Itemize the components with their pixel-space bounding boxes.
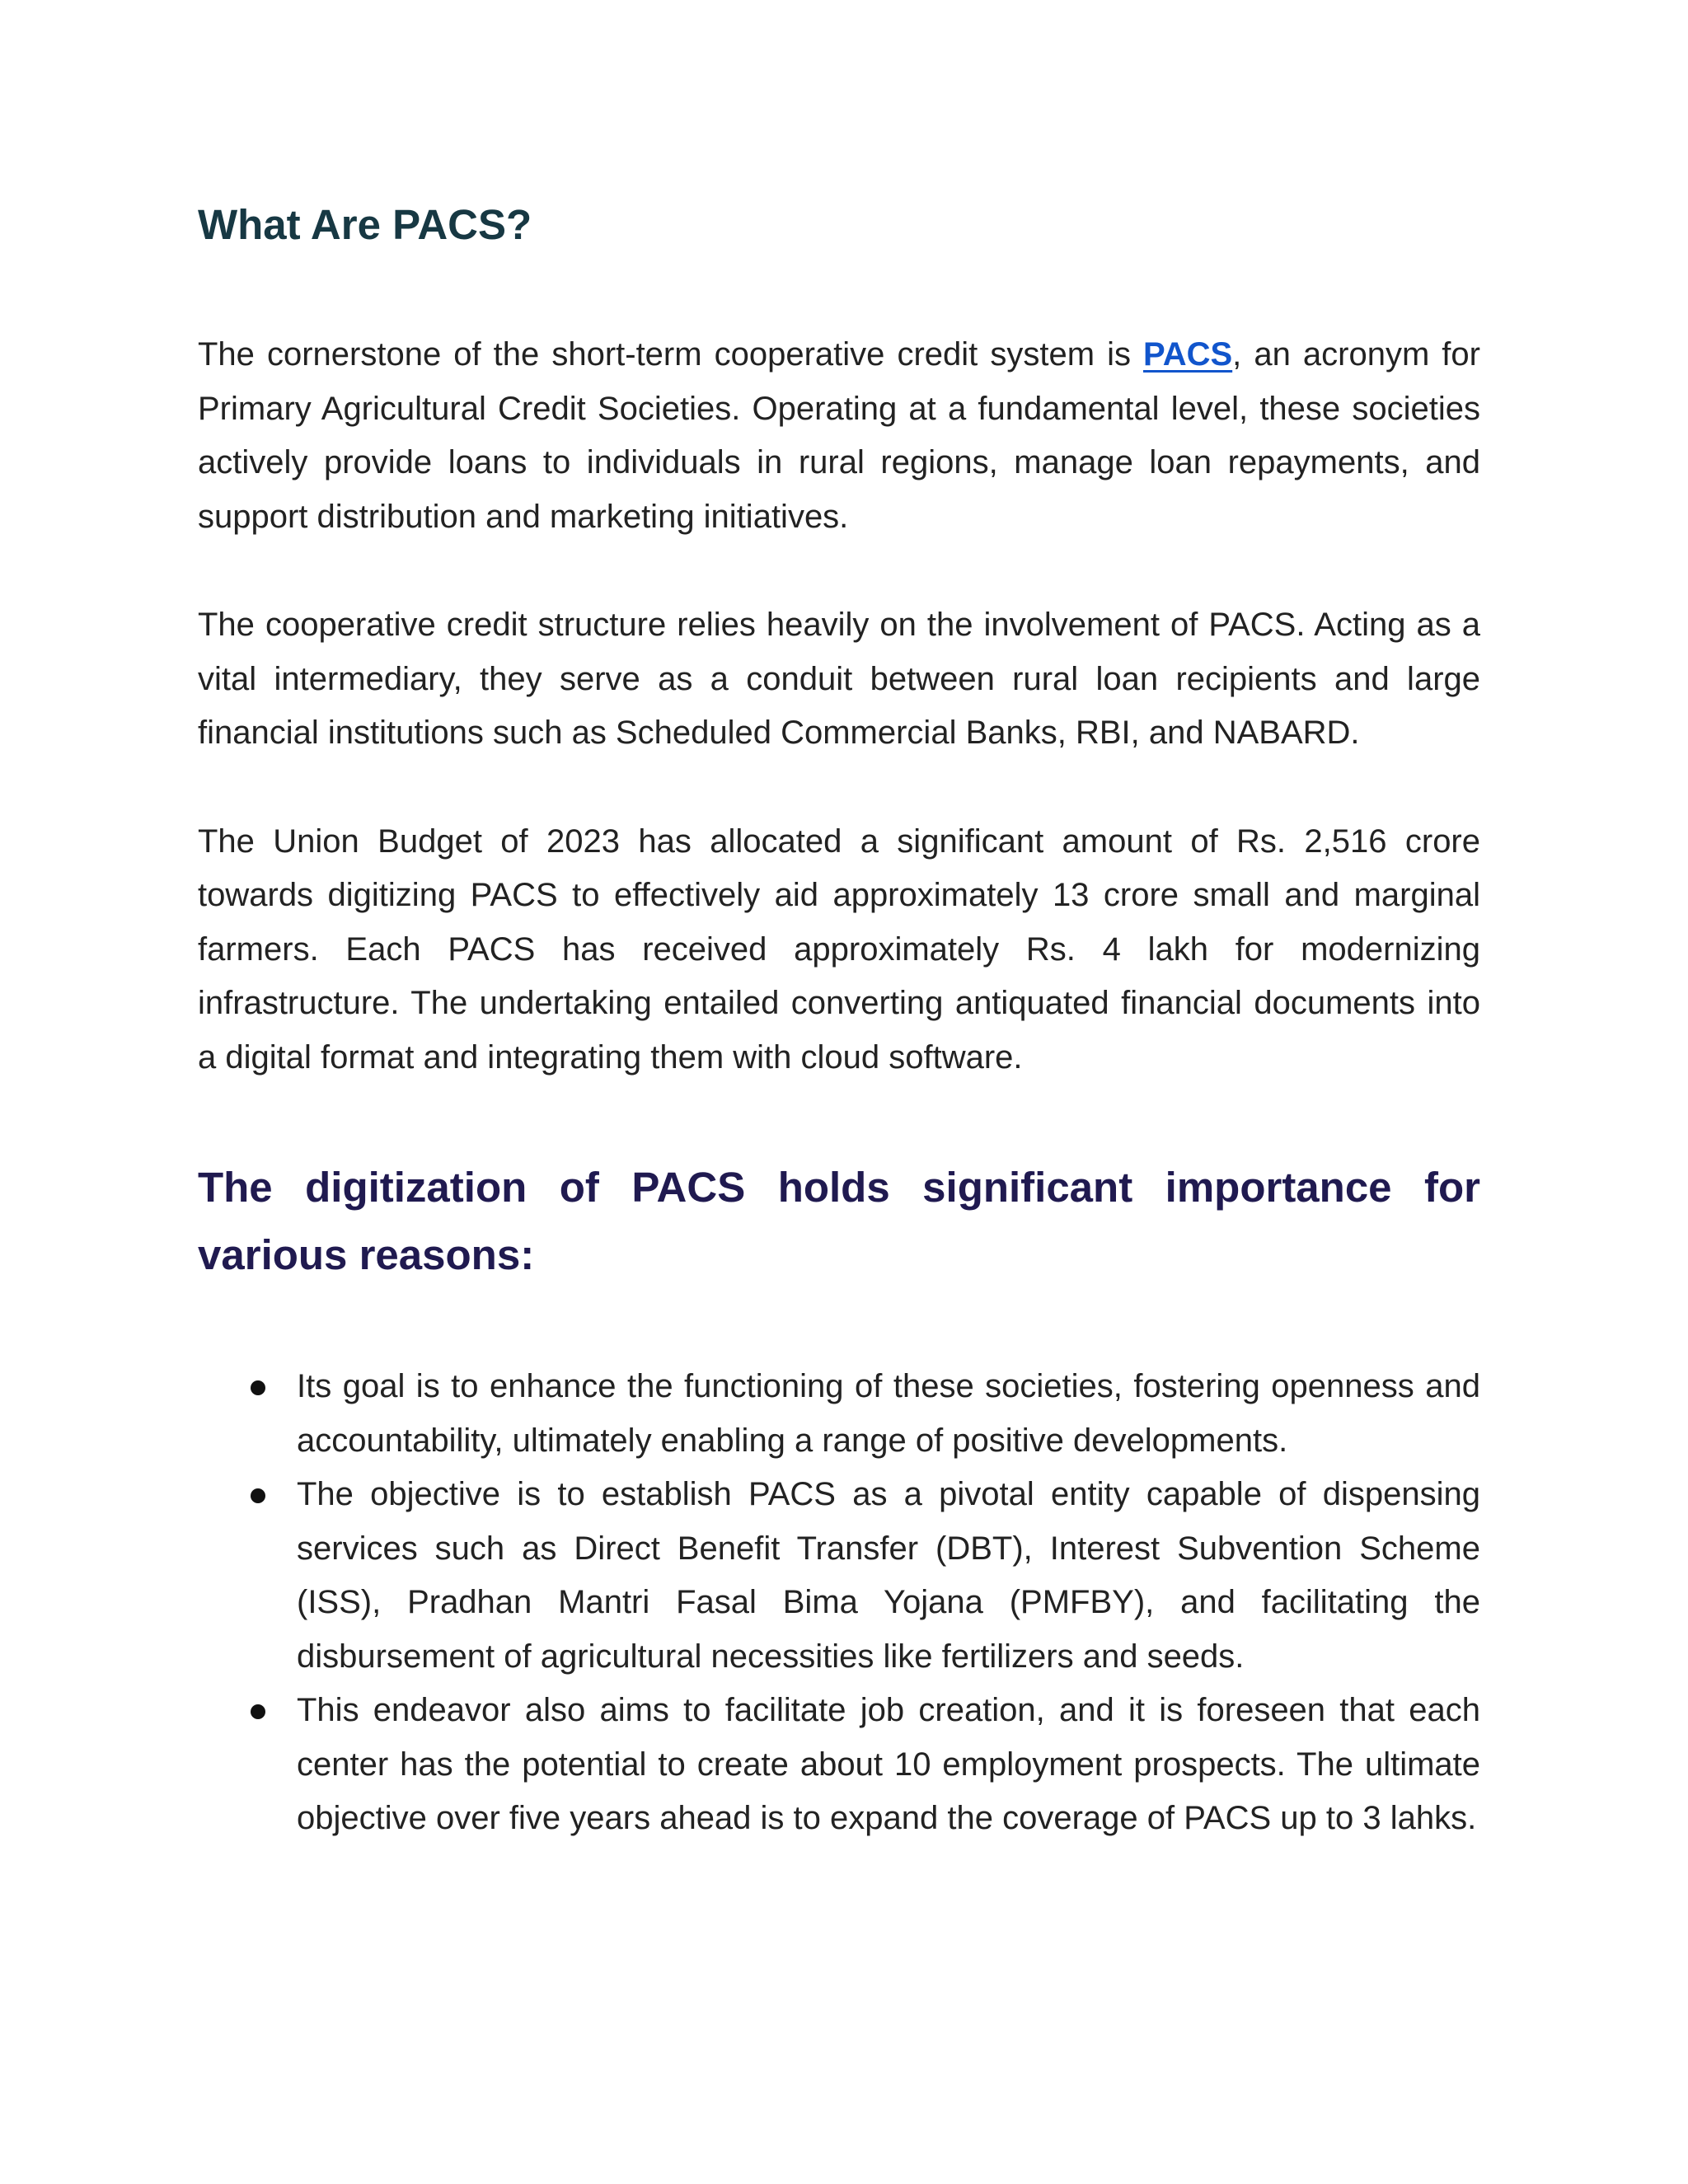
- digitization-heading: The digitization of PACS holds significant importance for various reasons:: [198, 1164, 1480, 1278]
- document-content: [198, 198, 1480, 1846]
- intro-paragraph: [198, 328, 1480, 544]
- bullet-icon: [251, 1380, 265, 1395]
- union-budget-paragraph: The Union Budget of 2023 has allocated a significant amount of Rs. 2,516 crore towards digitizing PACS to effectively aid approximately 13 crore small and marginal farmers. Each PACS has received approximately Rs. 4 lakh for modernizing infrastructure. The undertaking entailed converting antiquated financial documents into a digital format and integrating them with cloud software.: [198, 823, 1480, 1076]
- bullet-icon: [251, 1704, 265, 1719]
- bullet-icon: [251, 1488, 265, 1503]
- list-item: [198, 1468, 1480, 1684]
- intro-paragraph-text-before-link: The cornerstone of the short-term cooperative credit system is: [198, 336, 1143, 373]
- list-item-text: This endeavor also aims to facilitate job creation, and it is foreseen that each center has the potential to create about 10 employment prospects. The ultimate objective over five years ahead is to expand the coverage of PACS up to 3 lahks.: [297, 1692, 1480, 1836]
- list-item: [198, 1360, 1480, 1468]
- reasons-list: [198, 1360, 1480, 1846]
- list-item: [198, 1684, 1480, 1846]
- intro-paragraph-text-after-link: , an acronym for Primary Agricultural Credit Societies. Operating at a fundamental level, these societies actively provide loans to individuals in rural regions, manage loan repayments, and support distribution and marketing initiatives.: [198, 336, 1480, 535]
- cooperative-structure-paragraph: The cooperative credit structure relies heavily on the involvement of PACS. Acting as a vital intermediary, they serve as a conduit between rural loan recipients and large financial institutions such as Scheduled Commercial Banks, RBI, and NABARD.: [198, 607, 1480, 751]
- page-title: What Are PACS?: [198, 201, 532, 248]
- list-item-text: Its goal is to enhance the functioning of these societies, fostering openness and accountability, ultimately enabling a range of positive developments.: [297, 1368, 1480, 1459]
- pacs-link[interactable]: PACS: [1143, 336, 1233, 373]
- list-item-text: The objective is to establish PACS as a pivotal entity capable of dispensing services such as Direct Benefit Transfer (DBT), Interest Subvention Scheme (ISS), Pradhan Mantri Fasal Bima Yojana (PMFBY), and facilitating the disbursement of agricultural necessities like fertilizers and seeds.: [297, 1476, 1480, 1675]
